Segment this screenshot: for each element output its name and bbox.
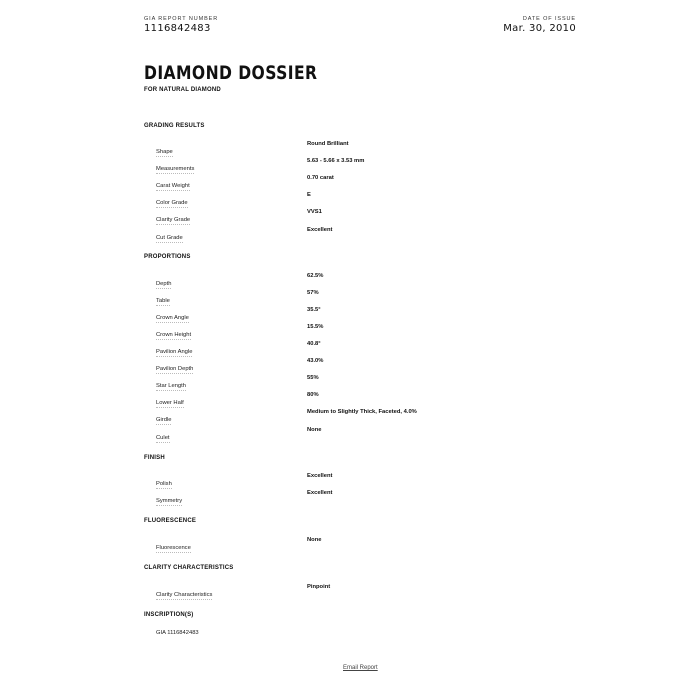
row-value: Round Brilliant bbox=[307, 141, 349, 147]
section-heading-finish: FINISH bbox=[144, 455, 165, 461]
row-label: Crown Height bbox=[156, 332, 192, 338]
row-value: Medium to Slightly Thick, Faceted, 4.0% bbox=[307, 409, 417, 415]
email-report-link[interactable]: Email Report bbox=[343, 665, 378, 671]
grading-row bbox=[156, 226, 183, 244]
row-label: Crown Angle bbox=[156, 315, 189, 321]
proportions-row bbox=[156, 272, 171, 290]
row-label: Carat Weight bbox=[156, 183, 190, 189]
proportions-row bbox=[156, 340, 192, 358]
proportions-row bbox=[156, 306, 189, 324]
row-value: None bbox=[307, 427, 322, 433]
page-title: DIAMOND DOSSIER bbox=[144, 62, 318, 84]
section-heading-proportions: PROPORTIONS bbox=[144, 254, 191, 260]
proportions-row bbox=[156, 323, 191, 341]
row-value: 35.5° bbox=[307, 307, 321, 313]
row-value: VVS1 bbox=[307, 209, 322, 215]
issue-date: Mar. 30, 2010 bbox=[503, 23, 576, 34]
proportions-row bbox=[156, 408, 171, 426]
row-label: Fluorescence bbox=[156, 545, 191, 551]
row-label: Symmetry bbox=[156, 498, 183, 504]
fluorescence-row bbox=[156, 536, 191, 554]
row-value: 5.63 - 5.66 x 3.53 mm bbox=[307, 158, 365, 164]
row-value: 55% bbox=[307, 375, 319, 381]
section-heading-clarity-characteristics: CLARITY CHARACTERISTICS bbox=[144, 565, 234, 571]
row-value: 40.8° bbox=[307, 341, 321, 347]
row-label: Depth bbox=[156, 281, 172, 287]
finish-row bbox=[156, 489, 182, 507]
row-label: Girdle bbox=[156, 417, 172, 423]
row-value: None bbox=[307, 537, 322, 543]
row-label: Lower Half bbox=[156, 400, 184, 406]
row-value: 15.5% bbox=[307, 324, 324, 330]
grading-row bbox=[156, 191, 188, 209]
row-value: Excellent bbox=[307, 227, 333, 233]
finish-row bbox=[156, 472, 172, 490]
date-label: DATE OF ISSUE bbox=[522, 16, 576, 22]
row-label: Clarity Characteristics bbox=[156, 592, 213, 598]
inscription-text: GIA 1116842483 bbox=[156, 630, 199, 636]
row-label: Clarity Grade bbox=[156, 217, 191, 223]
row-label: Polish bbox=[156, 481, 172, 487]
row-value: 43.0% bbox=[307, 358, 324, 364]
grading-row bbox=[156, 140, 173, 158]
row-label: Measurements bbox=[156, 166, 195, 172]
proportions-row bbox=[156, 357, 193, 375]
section-heading-fluorescence: FLUORESCENCE bbox=[144, 518, 197, 524]
row-value: Excellent bbox=[307, 473, 333, 479]
grading-row bbox=[156, 208, 190, 226]
grading-row bbox=[156, 157, 194, 175]
row-value: 80% bbox=[307, 392, 319, 398]
section-heading-inscriptions: INSCRIPTION(S) bbox=[144, 612, 194, 618]
row-label: Color Grade bbox=[156, 200, 188, 206]
row-label: Table bbox=[156, 298, 170, 304]
row-label: Culet bbox=[156, 435, 170, 441]
row-label: Pavilion Angle bbox=[156, 349, 193, 355]
row-value: Excellent bbox=[307, 490, 333, 496]
clarity-characteristics-row bbox=[156, 583, 212, 601]
row-label: Shape bbox=[156, 149, 173, 155]
report-number-label: GIA REPORT NUMBER bbox=[144, 16, 219, 22]
grading-row bbox=[156, 174, 190, 192]
row-label: Star Length bbox=[156, 383, 186, 389]
proportions-row bbox=[156, 374, 186, 392]
proportions-row bbox=[156, 289, 170, 307]
page-subtitle: FOR NATURAL DIAMOND bbox=[144, 87, 221, 93]
row-label: Pavilion Depth bbox=[156, 366, 194, 372]
row-value: 0.70 carat bbox=[307, 175, 334, 181]
section-heading-grading: GRADING RESULTS bbox=[144, 123, 205, 129]
proportions-row bbox=[156, 426, 170, 444]
row-value: Pinpoint bbox=[307, 584, 331, 590]
row-value: 57% bbox=[307, 290, 319, 296]
report-number: 1116842483 bbox=[144, 23, 211, 34]
row-label: Cut Grade bbox=[156, 235, 183, 241]
row-value: 62.5% bbox=[307, 273, 324, 279]
row-value: E bbox=[307, 192, 311, 198]
proportions-row bbox=[156, 391, 184, 409]
